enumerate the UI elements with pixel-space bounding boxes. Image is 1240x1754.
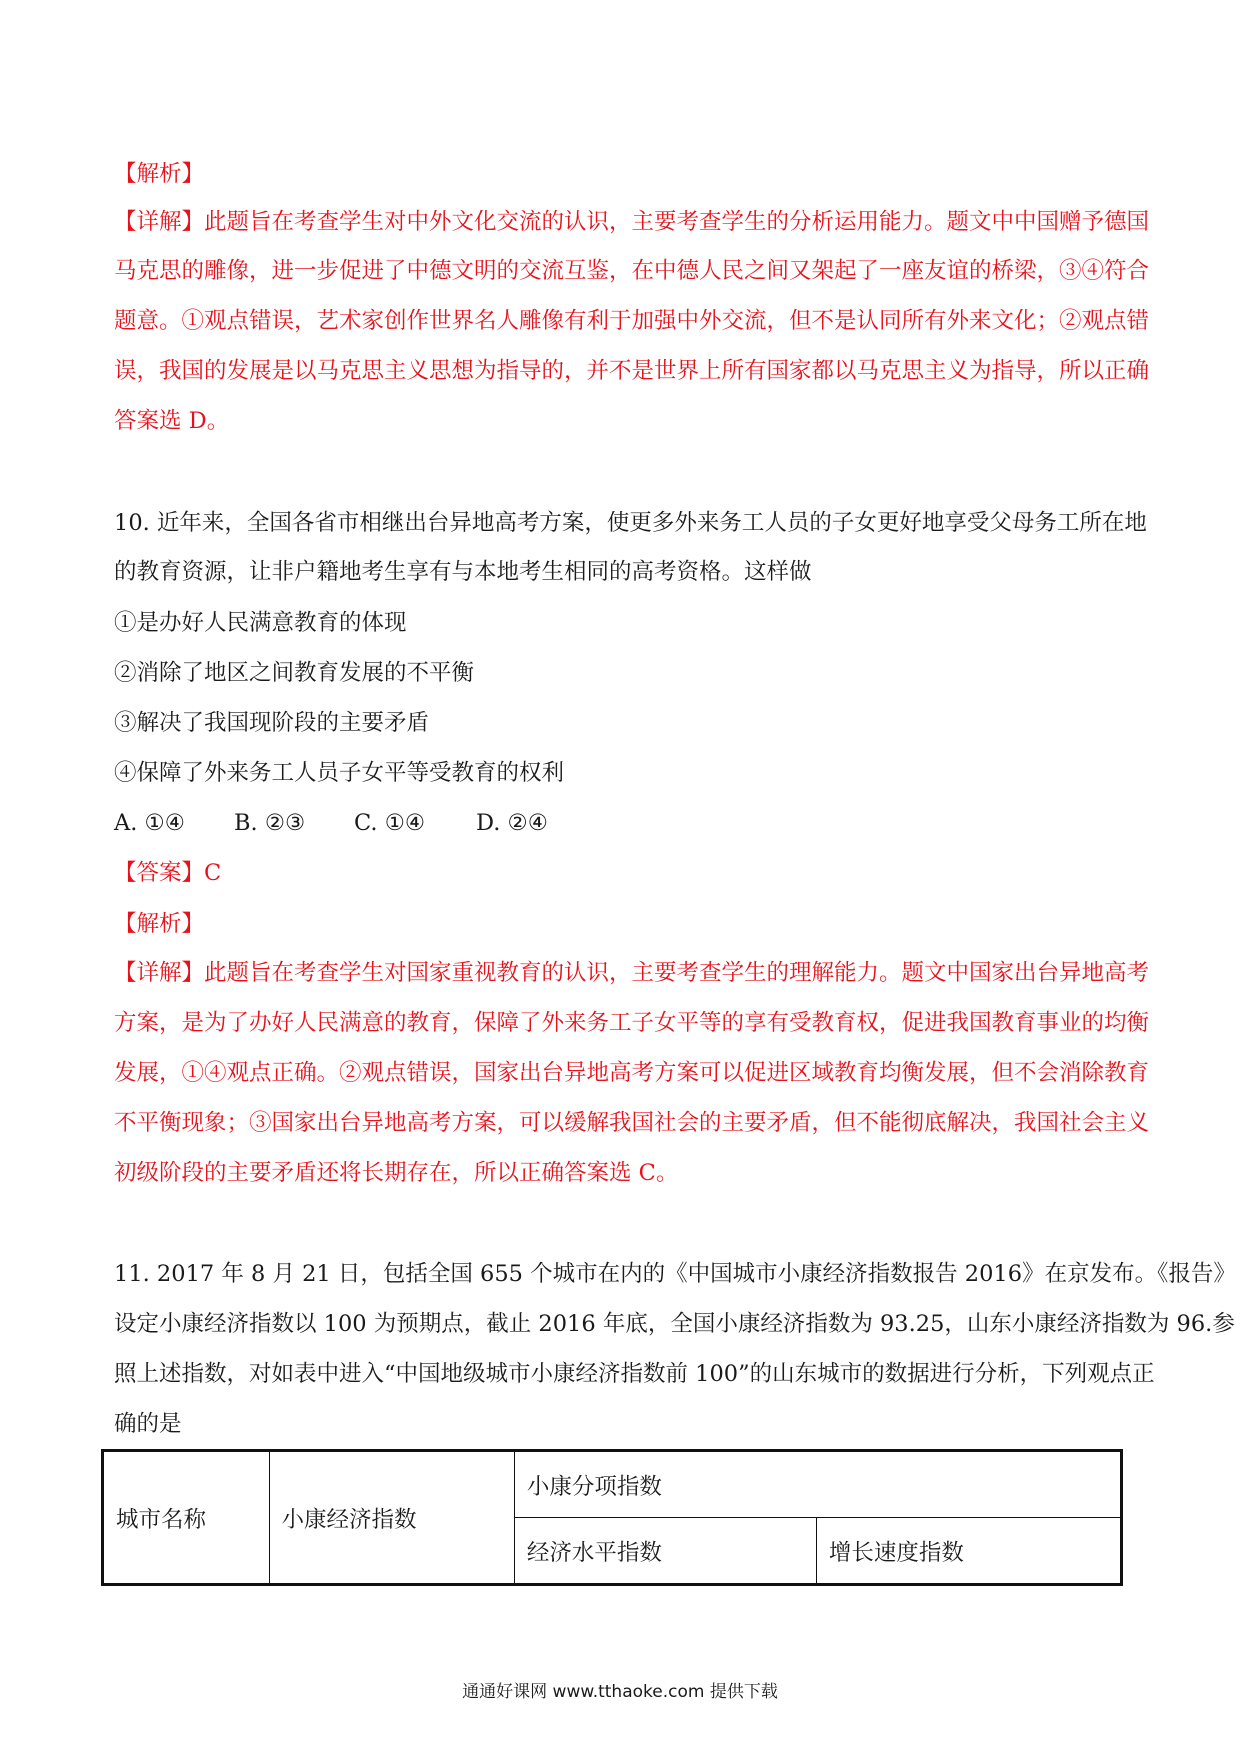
table-header-sub-index: 小康分项指数 bbox=[514, 1451, 1121, 1518]
q10-statement-1: ①是办好人民满意教育的体现 bbox=[114, 610, 407, 636]
q10-stem-line-1: 10. 近年来，全国各省市相继出台异地高考方案，使更多外来务工人员的子女更好地享受父母务工所在地 bbox=[114, 510, 1147, 536]
q11-stem-line-2: 设定小康经济指数以 100 为预期点，截止 2016 年底，全国小康经济指数为 93.25，山东小康经济指数为 96.参 bbox=[114, 1311, 1235, 1337]
q9-detail-line-3: 题意。①观点错误，艺术家创作世界名人雕像有利于加强中外交流，但不是认同所有外来文化；②观点错 bbox=[114, 308, 1150, 334]
q10-statement-2: ②消除了地区之间教育发展的不平衡 bbox=[114, 660, 475, 686]
q9-detail-line-5: 答案选 D。 bbox=[114, 408, 230, 434]
table-header-growth-speed: 增长速度指数 bbox=[816, 1518, 1121, 1585]
q11-stem-line-4: 确的是 bbox=[114, 1411, 182, 1437]
q9-detail-line-4: 误，我国的发展是以马克思主义思想为指导的，并不是世界上所有国家都以马克思主义为指导，所以正确 bbox=[114, 358, 1150, 384]
q9-detail-line-1: 【详解】此题旨在考查学生对中外文化交流的认识，主要考查学生的分析运用能力。题文中中国赠予德国 bbox=[114, 209, 1150, 235]
q9-detail-line-2: 马克思的雕像，进一步促进了中德文明的交流互鉴，在中德人民之间又架起了一座友谊的桥梁，③④符合 bbox=[114, 258, 1150, 284]
q10-stem-line-2: 的教育资源，让非户籍地考生享有与本地考生相同的高考资格。这样做 bbox=[114, 559, 812, 585]
q10-option-a: A. ①④ bbox=[114, 810, 185, 836]
q11-stem-line-3: 照上述指数，对如表中进入“中国地级城市小康经济指数前 100”的山东城市的数据进行分析，下列观点正 bbox=[114, 1361, 1155, 1387]
q10-detail-line-1: 【详解】此题旨在考查学生对国家重视教育的认识，主要考查学生的理解能力。题文中国家出台异地高考 bbox=[114, 960, 1150, 986]
q10-option-c: C. ①④ bbox=[354, 810, 426, 836]
q10-option-b: B. ②③ bbox=[234, 810, 306, 836]
q10-statement-4: ④保障了外来务工人员子女平等受教育的权利 bbox=[114, 760, 565, 786]
q11-data-table bbox=[101, 1449, 1123, 1586]
table-header-city-name: 城市名称 bbox=[103, 1451, 270, 1585]
q9-analysis-label: 【解析】 bbox=[114, 161, 205, 187]
table-header-xiaokang-index: 小康经济指数 bbox=[269, 1451, 514, 1585]
page-footer: 通通好课网 www.tthaoke.com 提供下载 bbox=[462, 1682, 778, 1702]
q10-detail-line-2: 方案，是为了办好人民满意的教育，保障了外来务工子女平等的享有受教育权，促进我国教育事业的均衡 bbox=[114, 1010, 1150, 1036]
q11-stem-line-1: 11. 2017 年 8 月 21 日，包括全国 655 个城市在内的《中国城市小康经济指数报告 2016》在京发布。《报告》 bbox=[114, 1261, 1236, 1287]
q10-statement-3: ③解决了我国现阶段的主要矛盾 bbox=[114, 710, 430, 736]
q10-detail-line-4: 不平衡现象；③国家出台异地高考方案，可以缓解我国社会的主要矛盾，但不能彻底解决，我国社会主义 bbox=[114, 1110, 1150, 1136]
table-header-econ-level: 经济水平指数 bbox=[514, 1518, 816, 1585]
q10-analysis-label: 【解析】 bbox=[114, 911, 205, 937]
q10-option-d: D. ②④ bbox=[476, 810, 548, 836]
q10-detail-line-5: 初级阶段的主要矛盾还将长期存在，所以正确答案选 C。 bbox=[114, 1160, 679, 1186]
q10-detail-line-3: 发展，①④观点正确。②观点错误，国家出台异地高考方案可以促进区域教育均衡发展，但不会消除教育 bbox=[114, 1060, 1150, 1086]
q10-answer: 【答案】C bbox=[114, 860, 222, 886]
